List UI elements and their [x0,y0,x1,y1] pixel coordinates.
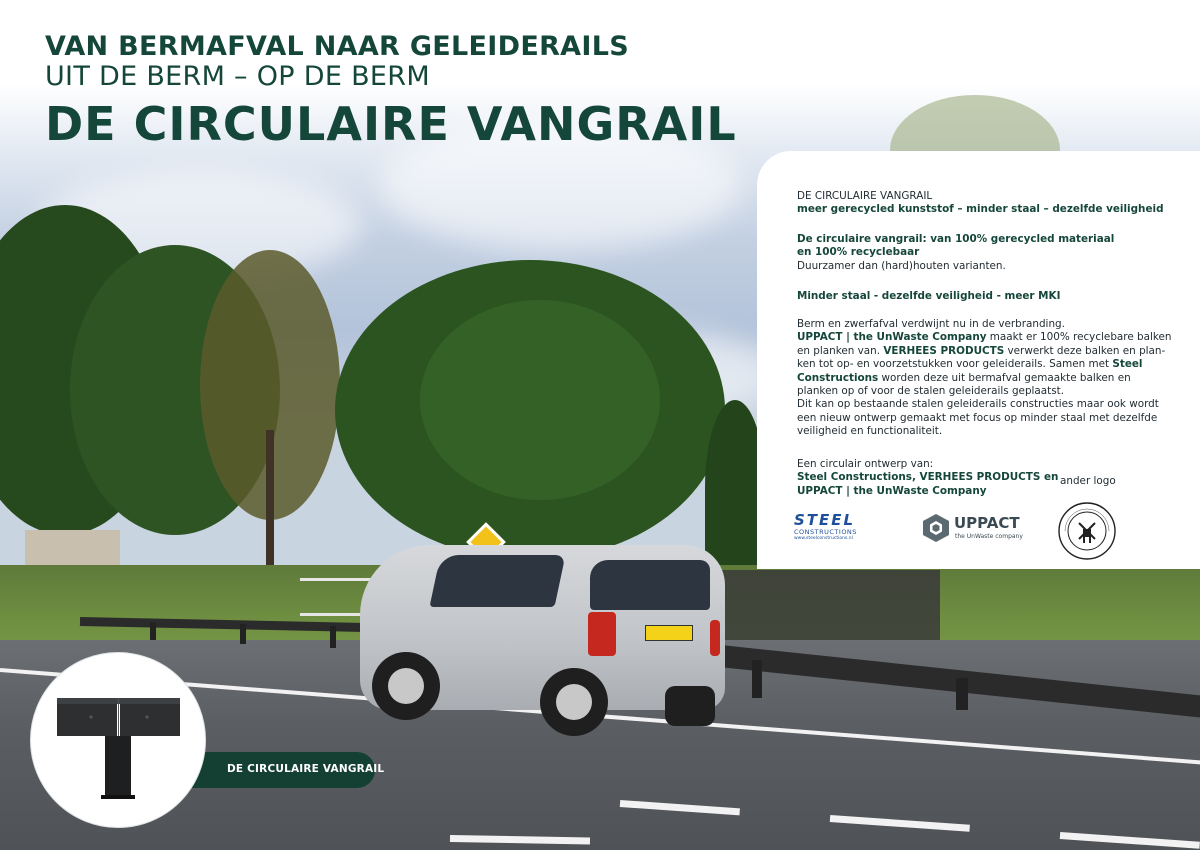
car-license-plate [645,625,693,641]
info-panel [757,151,1200,569]
intro-paragraph [797,190,1164,217]
car-rear-wheel [665,686,715,726]
uppact-logo [922,513,1032,545]
body-text: verwerkt deze balken en plan- [1004,344,1166,357]
verhees-windmill-logo [1057,501,1117,561]
car-taillight [588,612,616,656]
car-taillight [710,620,720,656]
material-line: en 100% recyclebaar [797,246,920,259]
body-line [797,358,1157,371]
material-line: De circulaire vangrail: van 100% gerecycled materiaal [797,233,1115,245]
body-line [797,372,1157,385]
tree [705,400,765,575]
guardrail-post [330,626,336,648]
uppact-hexagon-icon [922,513,950,543]
body-line [797,331,1172,344]
headline-block [45,32,805,152]
car-rear-window [590,560,710,610]
body-text: en planken van. [797,344,884,357]
steel-constructions-logo [794,513,894,543]
body-line: Dit kan op bestaande stalen geleiderails constructies maar ook wordt [797,398,1159,411]
company-name: VERHEES PRODUCTS [883,344,1005,357]
body-line: veiligheid en functionaliteit. [797,425,943,438]
credits-line: Steel Constructions, VERHEES PRODUCTS en [797,471,1059,484]
tree [420,300,660,500]
guardrail-post [240,624,246,644]
guardrail-post [150,622,156,640]
product-image-circle [30,652,206,828]
steel-logo-sub: CONSTRUCTIONS [794,528,857,536]
car-wheel [540,668,608,736]
car-window [429,555,565,607]
guardrail-product-illustration [31,653,207,829]
credits-line: UPPACT | the UnWaste Company [797,484,987,497]
body-text: maakt er 100% recyclebare balken [986,331,1172,344]
material-line: Duurzamer dan (hard)houten varianten. [797,259,1006,272]
body-paragraph [797,318,1172,439]
partner-logos [794,501,1194,561]
material-paragraph [797,233,1157,273]
body-line [797,344,1166,358]
car-wheel [372,652,440,720]
steel-logo-word: STEEL [794,511,856,529]
intro-heading: DE CIRCULAIRE VANGRAIL [797,190,933,202]
uppact-logo-word: UPPACT [954,514,1020,532]
steel-line: Minder staal - dezelfde veiligheid - meer MKI [797,290,1061,302]
steel-logo-url: www.steelconstructions.nl [794,536,853,541]
guardrail-post [752,660,762,698]
body-line: een nieuw ontwerp gemaakt met focus op minder staal met dezelfde [797,411,1158,424]
company-name: Steel [1112,358,1143,371]
page-title: DE CIRCULAIRE VANGRAIL [45,97,737,151]
steel-paragraph [797,290,1157,303]
intro-tagline: meer gerecycled kunststof – minder staal – dezelfde veiligheid [797,203,1164,216]
body-line: planken op of voor de stalen geleiderails geplaatst. [797,385,1065,398]
product-label: DE CIRCULAIRE VANGRAIL [227,763,385,775]
body-text: worden deze uit bermafval gemaakte balken en [878,371,1131,384]
guardrail-post [956,678,968,710]
placeholder-logo-label: ander logo [1060,475,1116,487]
company-name: Constructions [797,371,879,384]
uppact-logo-sub: the UnWaste company [955,533,1023,540]
company-name: UPPACT | the UnWaste Company [797,331,987,344]
credits-line: Een circulair ontwerp van: [797,458,934,470]
body-text: ken tot op- en voorzetstukken voor geleiderails. Samen met [797,358,1113,371]
headline-line-1: VAN BERMAFVAL NAAR GELEIDERAILS [45,31,629,62]
body-line: Berm en zwerfafval verdwijnt nu in de verbranding. [797,318,1065,330]
headline-line-2: UIT DE BERM – OP DE BERM [45,61,430,92]
